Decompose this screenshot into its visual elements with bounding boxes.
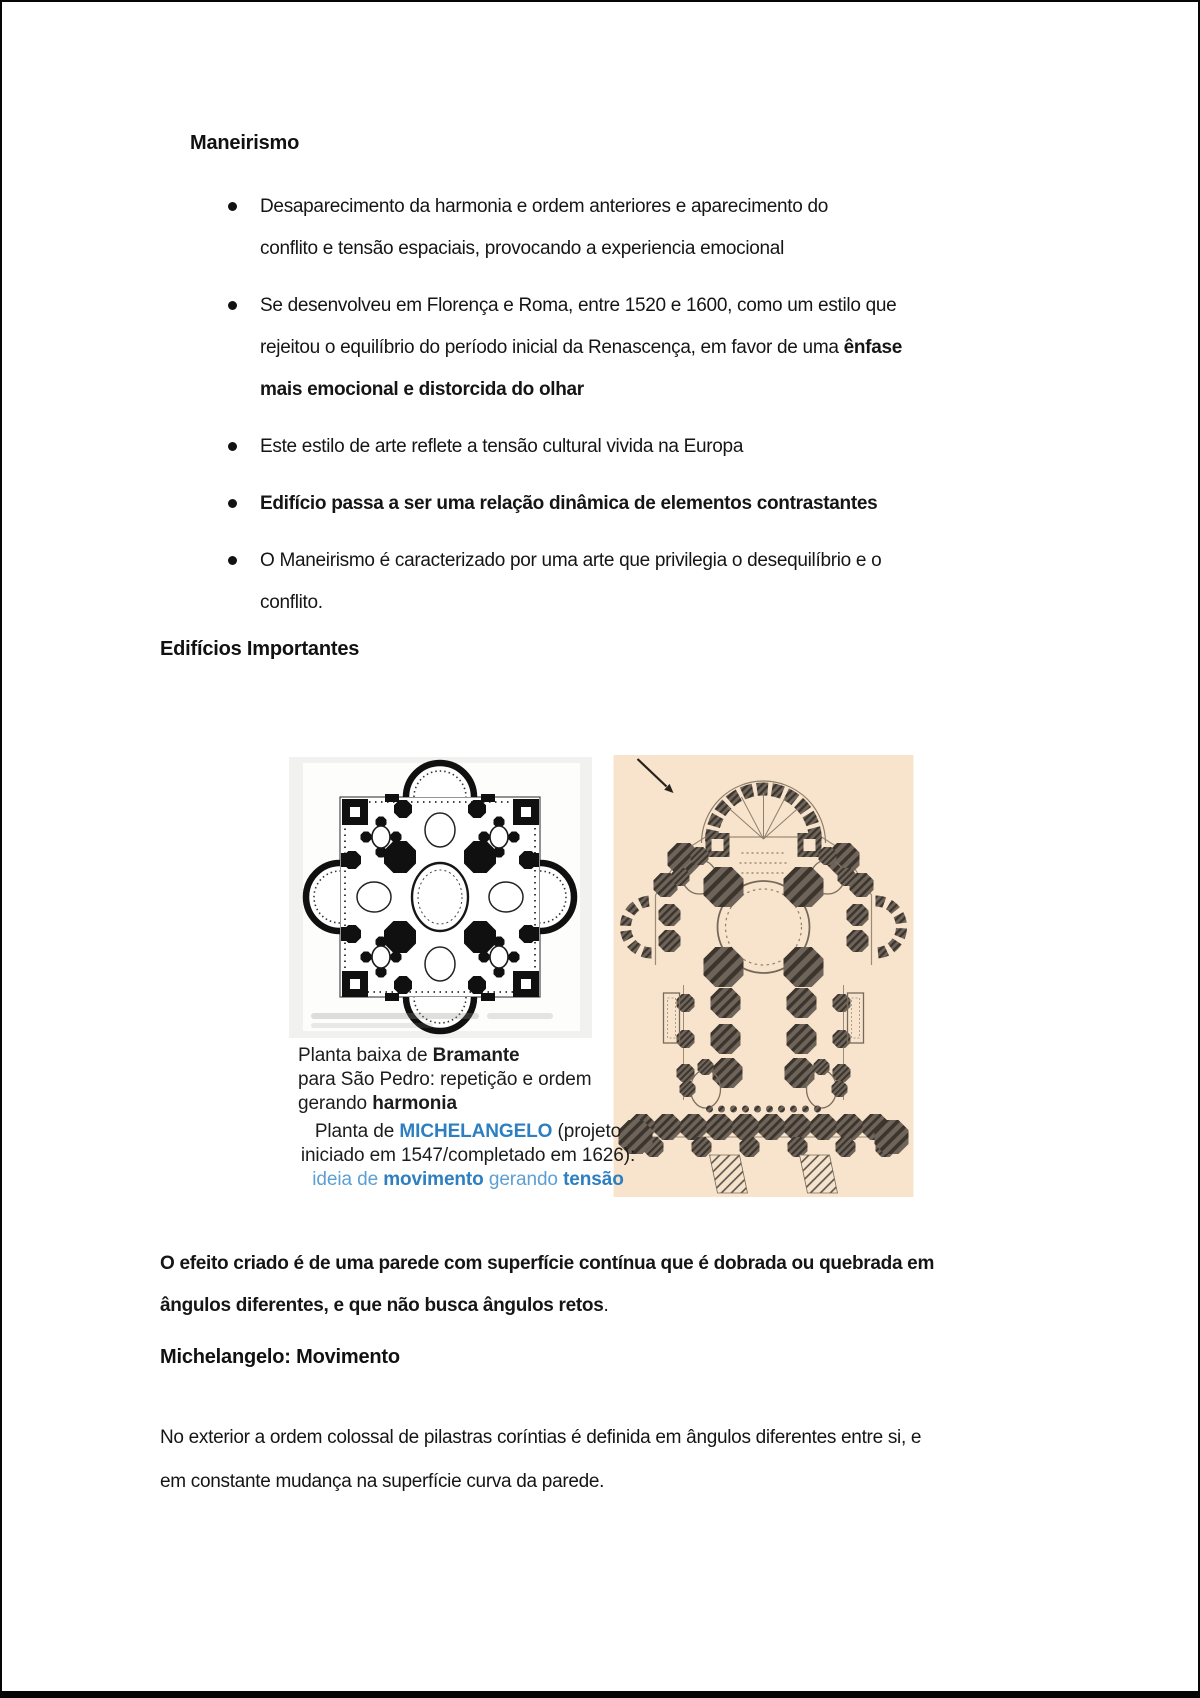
exterior-paragraph: No exterior a ordem colossal de pilastras coríntias é definida em ângulos diferentes entre si, e em constante mudança na superfície curva da parede. (160, 1427, 922, 1492)
bullet-text-bold: ênfase (843, 337, 902, 358)
bullet-text: conflito e tensão espaciais, provocando a experiencia emocional (260, 238, 784, 259)
michelangelo-floor-plan-image (613, 755, 914, 1197)
bullet-dot-icon (228, 301, 237, 310)
bullet-dot-icon (228, 499, 237, 508)
bramante-floor-plan-image (289, 757, 592, 1038)
bullet-text-bold: mais emocional e distorcida do olhar (260, 379, 584, 400)
bullet-text: Desaparecimento da harmonia e ordem anteriores e aparecimento do (260, 196, 829, 217)
section-heading-movimento: Michelangelo: Movimento (160, 1346, 400, 1368)
bullet-dot-icon (228, 442, 237, 451)
bullet-item (228, 426, 902, 468)
bullet-text: Se desenvolveu em Florença e Roma, entre 1520 e 1600, como um estilo que (260, 295, 897, 316)
bullet-text: conflito. (260, 592, 323, 613)
bullet-item (228, 285, 902, 411)
bullet-dot-icon (228, 202, 237, 211)
bullet-text-bold: Edifício passa a ser uma relação dinâmica de elementos contrastantes (260, 493, 878, 514)
michelangelo-caption: Planta de MICHELANGELO (projeto iniciado em 1547/completado em 1626): ideia de movimento gerando tensão (300, 1121, 636, 1190)
bullet-dot-icon (228, 556, 237, 565)
bullet-item (228, 540, 902, 624)
bullet-text: O Maneirismo é caracterizado por uma arte que privilegia o desequilíbrio e o (260, 550, 882, 571)
bullet-item (228, 483, 902, 525)
bramante-caption: Planta baixa de Bramante para São Pedro: repetição e ordem gerando harmonia (298, 1045, 592, 1114)
section-heading-maneirismo: Maneirismo (190, 132, 300, 154)
section-heading-edificios: Edifícios Importantes (160, 638, 360, 660)
effect-paragraph: O efeito criado é de uma parede com superfície contínua que é dobrada ou quebrada em ângulos diferentes, e que não busca ângulos retos. (160, 1253, 935, 1316)
maneirismo-bullet-list (228, 186, 902, 639)
bullet-text: rejeitou o equilíbrio do período inicial da Renascença, em favor de uma (260, 337, 844, 358)
bullet-item (228, 186, 902, 270)
bullet-text: Este estilo de arte reflete a tensão cultural vivida na Europa (260, 436, 744, 457)
